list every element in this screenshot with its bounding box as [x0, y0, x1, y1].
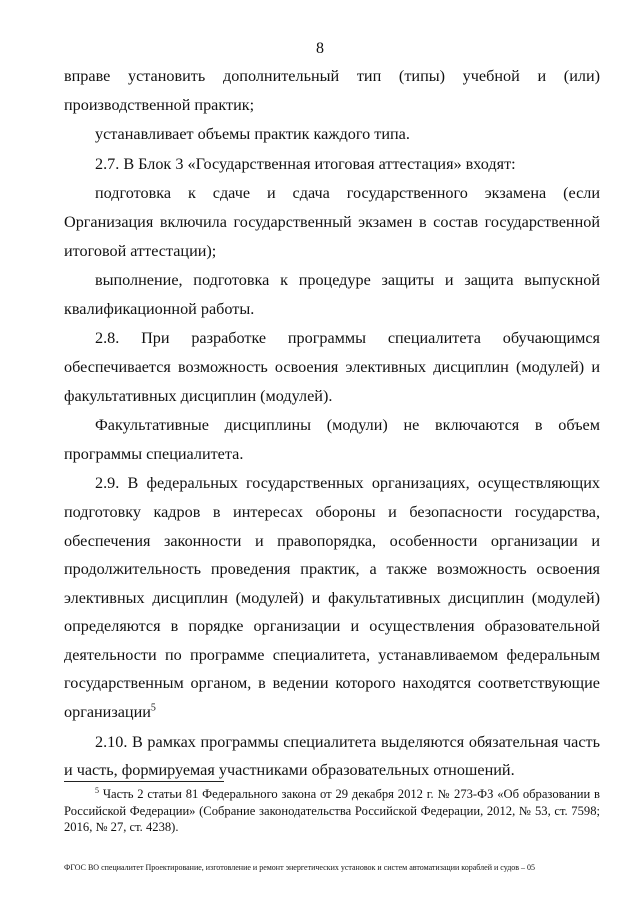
paragraph-practice-type: вправе установить дополнительный тип (типы) учебной и (или) производственной практик; — [64, 67, 600, 114]
footnote-marker: 5 — [95, 785, 99, 795]
paragraph-2-9 — [64, 469, 600, 726]
paragraph-2-8: 2.8. При разработке программы специалитета обучающимся обеспечивается возможность освоения элективных дисциплин (модулей) и факультативных дисциплин (модулей). — [64, 329, 600, 405]
footnote-reference: 5 — [150, 702, 156, 714]
page-number: 8 — [316, 40, 324, 57]
paragraph-practice-volume: устанавливает объемы практик каждого типа. — [95, 125, 410, 144]
paragraph-optional-disciplines: Факультативные дисциплины (модули) не включаются в объем программы специалитета. — [64, 416, 600, 463]
paragraph-2-10: 2.10. В рамках программы специалитета выделяются обязательная часть и часть, формируемая участниками образовательных отношений. — [64, 732, 600, 780]
document-body — [64, 62, 600, 785]
footnote-text: Часть 2 статьи 81 Федерального закона от 29 декабря 2012 г. № 273-ФЗ «Об образовании в Российской Федерации» (Собрание законодательства Российской Федерации, 2012, № 53, ст. 7598; 2016, № 27, ст. 4238). — [64, 787, 600, 835]
footnote — [64, 786, 600, 836]
page-footer: ФГОС ВО специалитет Проектирование, изготовление и ремонт энергетических установок и систем автоматизации кораблей и судов – 05 — [64, 863, 536, 872]
paragraph-state-exam: подготовка к сдаче и сдача государственного экзамена (если Организация включила государственный экзамен в состав государственной итоговой аттестации); — [64, 184, 600, 260]
paragraph-final-work: выполнение, подготовка к процедуре защиты и защита выпускной квалификационной работы. — [64, 271, 600, 318]
paragraph-2-7: 2.7. В Блок 3 «Государственная итоговая аттестация» входят: — [95, 154, 516, 173]
footnote-divider — [64, 781, 224, 782]
paragraph-2-9-text: 2.9. В федеральных государственных организациях, осуществляющих подготовку кадров в интересах обороны и безопасности государства, обеспечения законности и правопорядка, особенности организации и продолжительность проведения практик, а также возможность освоения элективных дисциплин (модулей) и факультативных дисциплин (модулей) определяются в порядке организации и осуществления образовательной деятельности по программе специалитета, устанавливаемом федеральным государственным органом, в ведении которого находятся соответствующие организации — [64, 474, 600, 722]
